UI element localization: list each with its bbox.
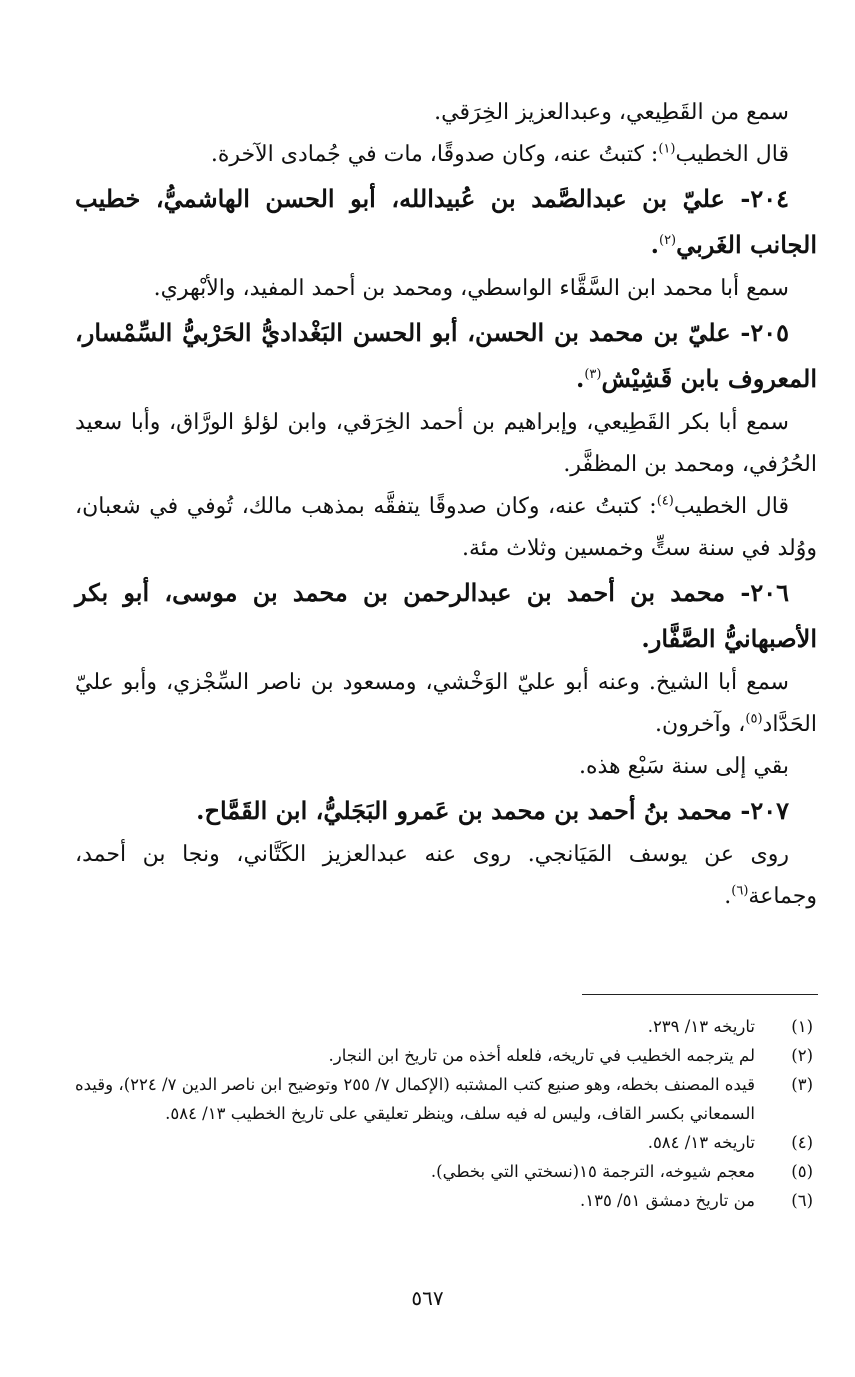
paragraph-5 [75,486,817,570]
paragraph-1-text: سمع من القَطِيعي، وعبدالعزيز الخِرَقي. [434,100,789,125]
footnote-6 [75,1186,817,1215]
paragraph-2-text-cont: : كتبتُ عنه، وكان صدوقًا، مات في جُمادى الآخرة. [210,142,659,167]
entry-206 [75,570,817,662]
entry-206-number: ٢٠٦- [740,578,789,607]
entry-207-number: ٢٠٧- [740,796,789,825]
footnote-2 [75,1041,817,1070]
main-text [75,92,817,918]
entry-206-heading: محمد بن أحمد بن عبدالرحمن بن محمد بن موسى، أبو بكر الأصبهانيُّ الصَّفَّار. [75,578,817,653]
entry-205 [75,310,817,402]
paragraph-4-text: سمع أبا بكر القَطِيعي، وإبراهيم بن أحمد الخِرَقي، وابن لؤلؤ الورَّاق، وأبا سعيد الحُرُفي، ومحمد بن المظفَّر. [75,410,817,477]
footnote-number: (٢) [791,1046,813,1065]
entry-207-heading: محمد بنُ أحمد بن محمد بن عَمرو البَجَليُّ، ابن القَمَّاح. [196,796,741,825]
footnote-text: تاريخه ١٣/ ٢٣٩. [647,1017,755,1036]
paragraph-6-text-cont: ، وآخرون. [655,712,746,737]
footnote-text: معجم شيوخه، الترجمة ١٥(نسختي التي بخطي). [430,1162,755,1181]
footnote-ref-6: (٦) [731,883,749,899]
footnote-1 [75,1012,817,1041]
footnote-separator [582,994,818,995]
paragraph-5-text-cont: : كتبتُ عنه، وكان صدوقًا يتفقَّه بمذهب مالك، تُوفي في شعبان، ووُلد في سنة ستٍّ وخمسين وثلاث مئة. [75,494,817,561]
entry-204-number: ٢٠٤- [740,184,789,213]
footnote-5 [75,1157,817,1186]
paragraph-2-text: قال الخطيب [675,142,789,167]
footnote-ref-3: (٣) [584,367,602,382]
paragraph-7-text: بقي إلى سنة سَبْع هذه. [578,754,789,779]
entry-204-heading: عليّ بن عبدالصَّمد بن عُبيدالله، أبو الحسن الهاشميُّ، خطيب الجانب الغَربي [75,184,817,259]
paragraph-5-text: قال الخطيب [673,494,789,519]
footnote-ref-2: (٢) [658,233,677,248]
footnotes [75,1012,817,1215]
footnote-text: تاريخه ١٣/ ٥٨٤. [647,1133,755,1152]
footnote-ref-1: (١) [658,141,676,157]
footnote-3 [75,1070,817,1128]
paragraph-1 [75,92,817,134]
footnote-number: (٥) [791,1162,813,1181]
paragraph-3-text: سمع أبا محمد ابن السَّقَّاء الواسطي، ومحمد بن أحمد المفيد، والأبْهري. [153,276,789,301]
footnote-text: لم يترجمه الخطيب في تاريخه، فلعله أخذه من تاريخ ابن النجار. [328,1046,755,1065]
footnote-text: من تاريخ دمشق ٥١/ ١٣٥. [579,1191,755,1210]
paragraph-2 [75,134,817,176]
entry-207 [75,788,817,834]
footnote-ref-4: (٤) [656,493,674,509]
paragraph-4 [75,402,817,486]
paragraph-8 [75,834,817,918]
paragraph-6 [75,662,817,746]
entry-205-number: ٢٠٥- [740,318,789,347]
page-number: ٥٦٧ [411,1286,444,1310]
entry-205-end: . [575,364,585,393]
footnote-number: (١) [791,1017,813,1036]
footnote-4 [75,1128,817,1157]
paragraph-6-text: سمع أبا الشيخ. وعنه أبو عليّ الوَخْشي، ومسعود بن ناصر السِّجْزي، وأبو عليّ الحَدَّاد [75,670,817,737]
entry-204-end: . [650,230,659,259]
paragraph-8-text: روى عن يوسف المَيَانجي. روى عنه عبدالعزيز الكَتَّاني، ونجا بن أحمد، وجماعة [75,842,817,909]
footnote-number: (٣) [791,1075,813,1094]
entry-204 [75,176,817,268]
entry-205-heading: عليّ بن محمد بن الحسن، أبو الحسن البَغْداديُّ الحَرْبيُّ السِّمْسار، المعروف بابن قَشِيْش [75,318,817,393]
footnote-number: (٦) [791,1191,813,1210]
paragraph-7 [75,746,817,788]
paragraph-8-text-cont: . [724,884,732,909]
footnote-text: قيده المصنف بخطه، وهو صنيع كتب المشتبه (الإكمال ٧/ ٢٥٥ وتوضيح ابن ناصر الدين ٧/ ٢٢٤)، وقيده السمعاني بكسر القاف، وليس له فيه سلف، وينظر تعليقي على تاريخ الخطيب ١٣/ ٥٨٤. [75,1075,755,1123]
footnote-number: (٤) [791,1133,813,1152]
footnote-ref-5: (٥) [745,711,763,727]
paragraph-3 [75,268,817,310]
